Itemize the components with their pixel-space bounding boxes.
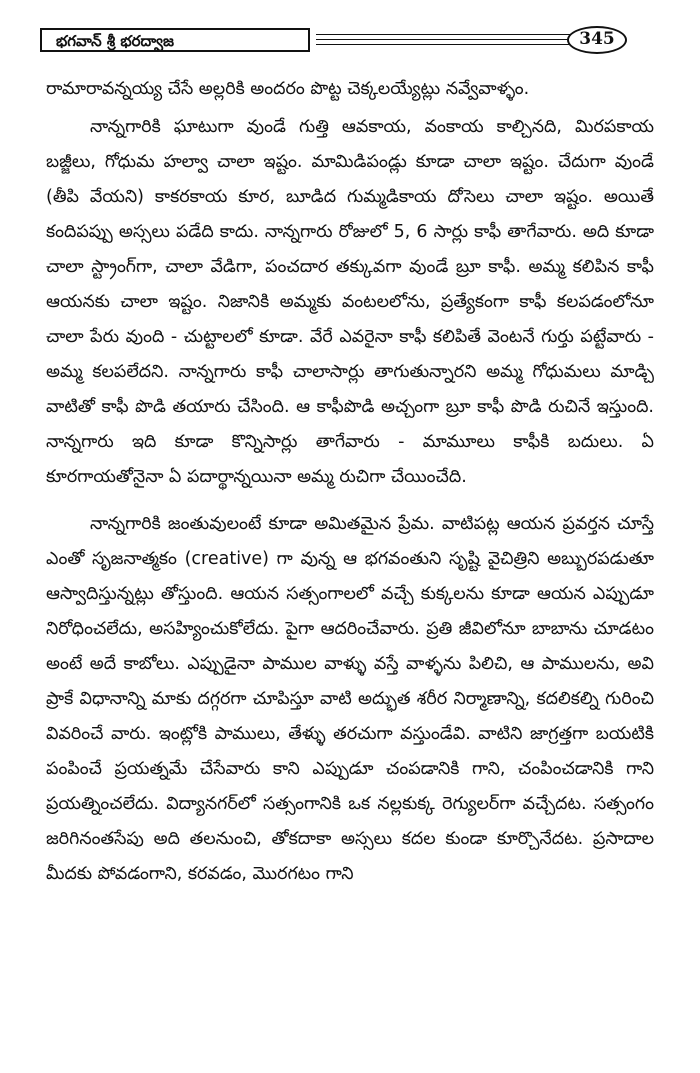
running-header bbox=[40, 28, 626, 54]
header-rule bbox=[316, 34, 598, 35]
book-title: భగవాన్ శ్రీ భరద్వాజ bbox=[40, 28, 310, 52]
paragraph: రామారావన్నయ్య చేసే అల్లరికి అందరం పొట్ట చెక్కలయ్యేట్లు నవ్వేవాళ్ళం. bbox=[46, 79, 530, 99]
paragraph: నాన్నగారికి ఘాటుగా వుండే గుత్తి ఆవకాయ, వంకాయ కాల్చినది, మిరపకాయ బజ్జీలు, గోధుమ హల్వా చాలా ఇష్టం. మామిడిపండ్లు కూడా చాలా ఇష్టం. చేదుగా వుండే (తీపి వేయని) కాకరకాయ కూర, బూడిద గుమ్మడికాయ దోసెలు చాలా ఇష్టం. అయితే కందిపప్పు అస్సలు పడేది కాదు. నాన్నగారు రోజులో 5, 6 సార్లు కాఫీ తాగేవారు. అది కూడా చాలా స్ట్రాంగ్‌గా, చాలా వేడిగా, పంచదార తక్కువగా వుండే బ్రూ కాఫీ. అమ్మ కలిపిన కాఫీ ఆయనకు చాలా ఇష్టం. నిజానికి అమ్మకు వంటలలోను, ప్రత్యేకంగా కాఫీ కలపడంలోనూ చాలా పేరు వుంది - చుట్టాలలో కూడా. వేరే ఎవరైనా కాఫీ కలిపితే వెంటనే గుర్తు పట్టేవారు - అమ్మ కలపలేదని. నాన్నగారు కాఫీ చాలాసార్లు తాగుతున్నారని అమ్మ గోధుమలు మాడ్చి వాటితో కాఫీ పొడి తయారు చేసింది. ఆ కాఫీపొడి అచ్చంగా బ్రూ కాఫీ పొడి రుచినే ఇస్తుంది. నాన్నగారు ఇది కూడా కొన్నిసార్లు తాగేవారు - మామూలు కాఫీకి బదులు. ఏ కూరగాయతోనైనా ఏ పదార్థాన్నయినా అమ్మ రుచిగా చేయించేది. bbox=[46, 117, 654, 487]
page-number: 345 bbox=[567, 26, 627, 54]
page-body bbox=[46, 72, 654, 892]
paragraph: నాన్నగారికి జంతువులంటే కూడా అమితమైన ప్రేమ. వాటిపట్ల ఆయన ప్రవర్తన చూస్తే ఎంతో సృజనాత్మకం (creative) గా వున్న ఆ భగవంతుని సృష్టి వైచిత్రిని అబ్బురపడుతూ ఆస్వాదిస్తున్నట్లు తోస్తుంది. ఆయన సత్సంగాలలో వచ్చే కుక్కలను కూడా ఆయన ఎప్పుడూ నిరోధించలేదు, అసహ్యించుకోలేదు. పైగా ఆదరించేవారు. ప్రతి జీవిలోనూ బాబాను చూడటం అంటే అదే కాబోలు. ఎప్పుడైనా పాముల వాళ్ళు వస్తే వాళ్ళను పిలిచి, ఆ పాములను, అవి ప్రాకే విధానాన్ని మాకు దగ్గరగా చూపిస్తూ వాటి అద్భుత శరీర నిర్మాణాన్ని, కదలికల్ని గురించి వివరించే వారు. ఇంట్లోకి పాములు, తేళ్ళు తరచుగా వస్తుండేవి. వాటిని జాగ్రత్తగా బయటికి పంపించే ప్రయత్నమే చేసేవారు కాని ఎప్పుడూ చంపడానికి గాని, చంపించడానికి గాని ప్రయత్నించలేదు. విద్యానగర్‌లో సత్సంగానికి ఒక నల్లకుక్క రెగ్యులర్‌గా వచ్చేదట. సత్సంగం జరిగినంతసేపు అది తలనుంచి, తోకదాకా అస్సలు కదల కుండా కూర్చొనేదట. ప్రసాదాల మీదకు పోవడంగాని, కరవడం, మొరగటం గాని bbox=[46, 514, 654, 884]
header-rule bbox=[316, 39, 598, 40]
header-rule bbox=[316, 44, 598, 45]
